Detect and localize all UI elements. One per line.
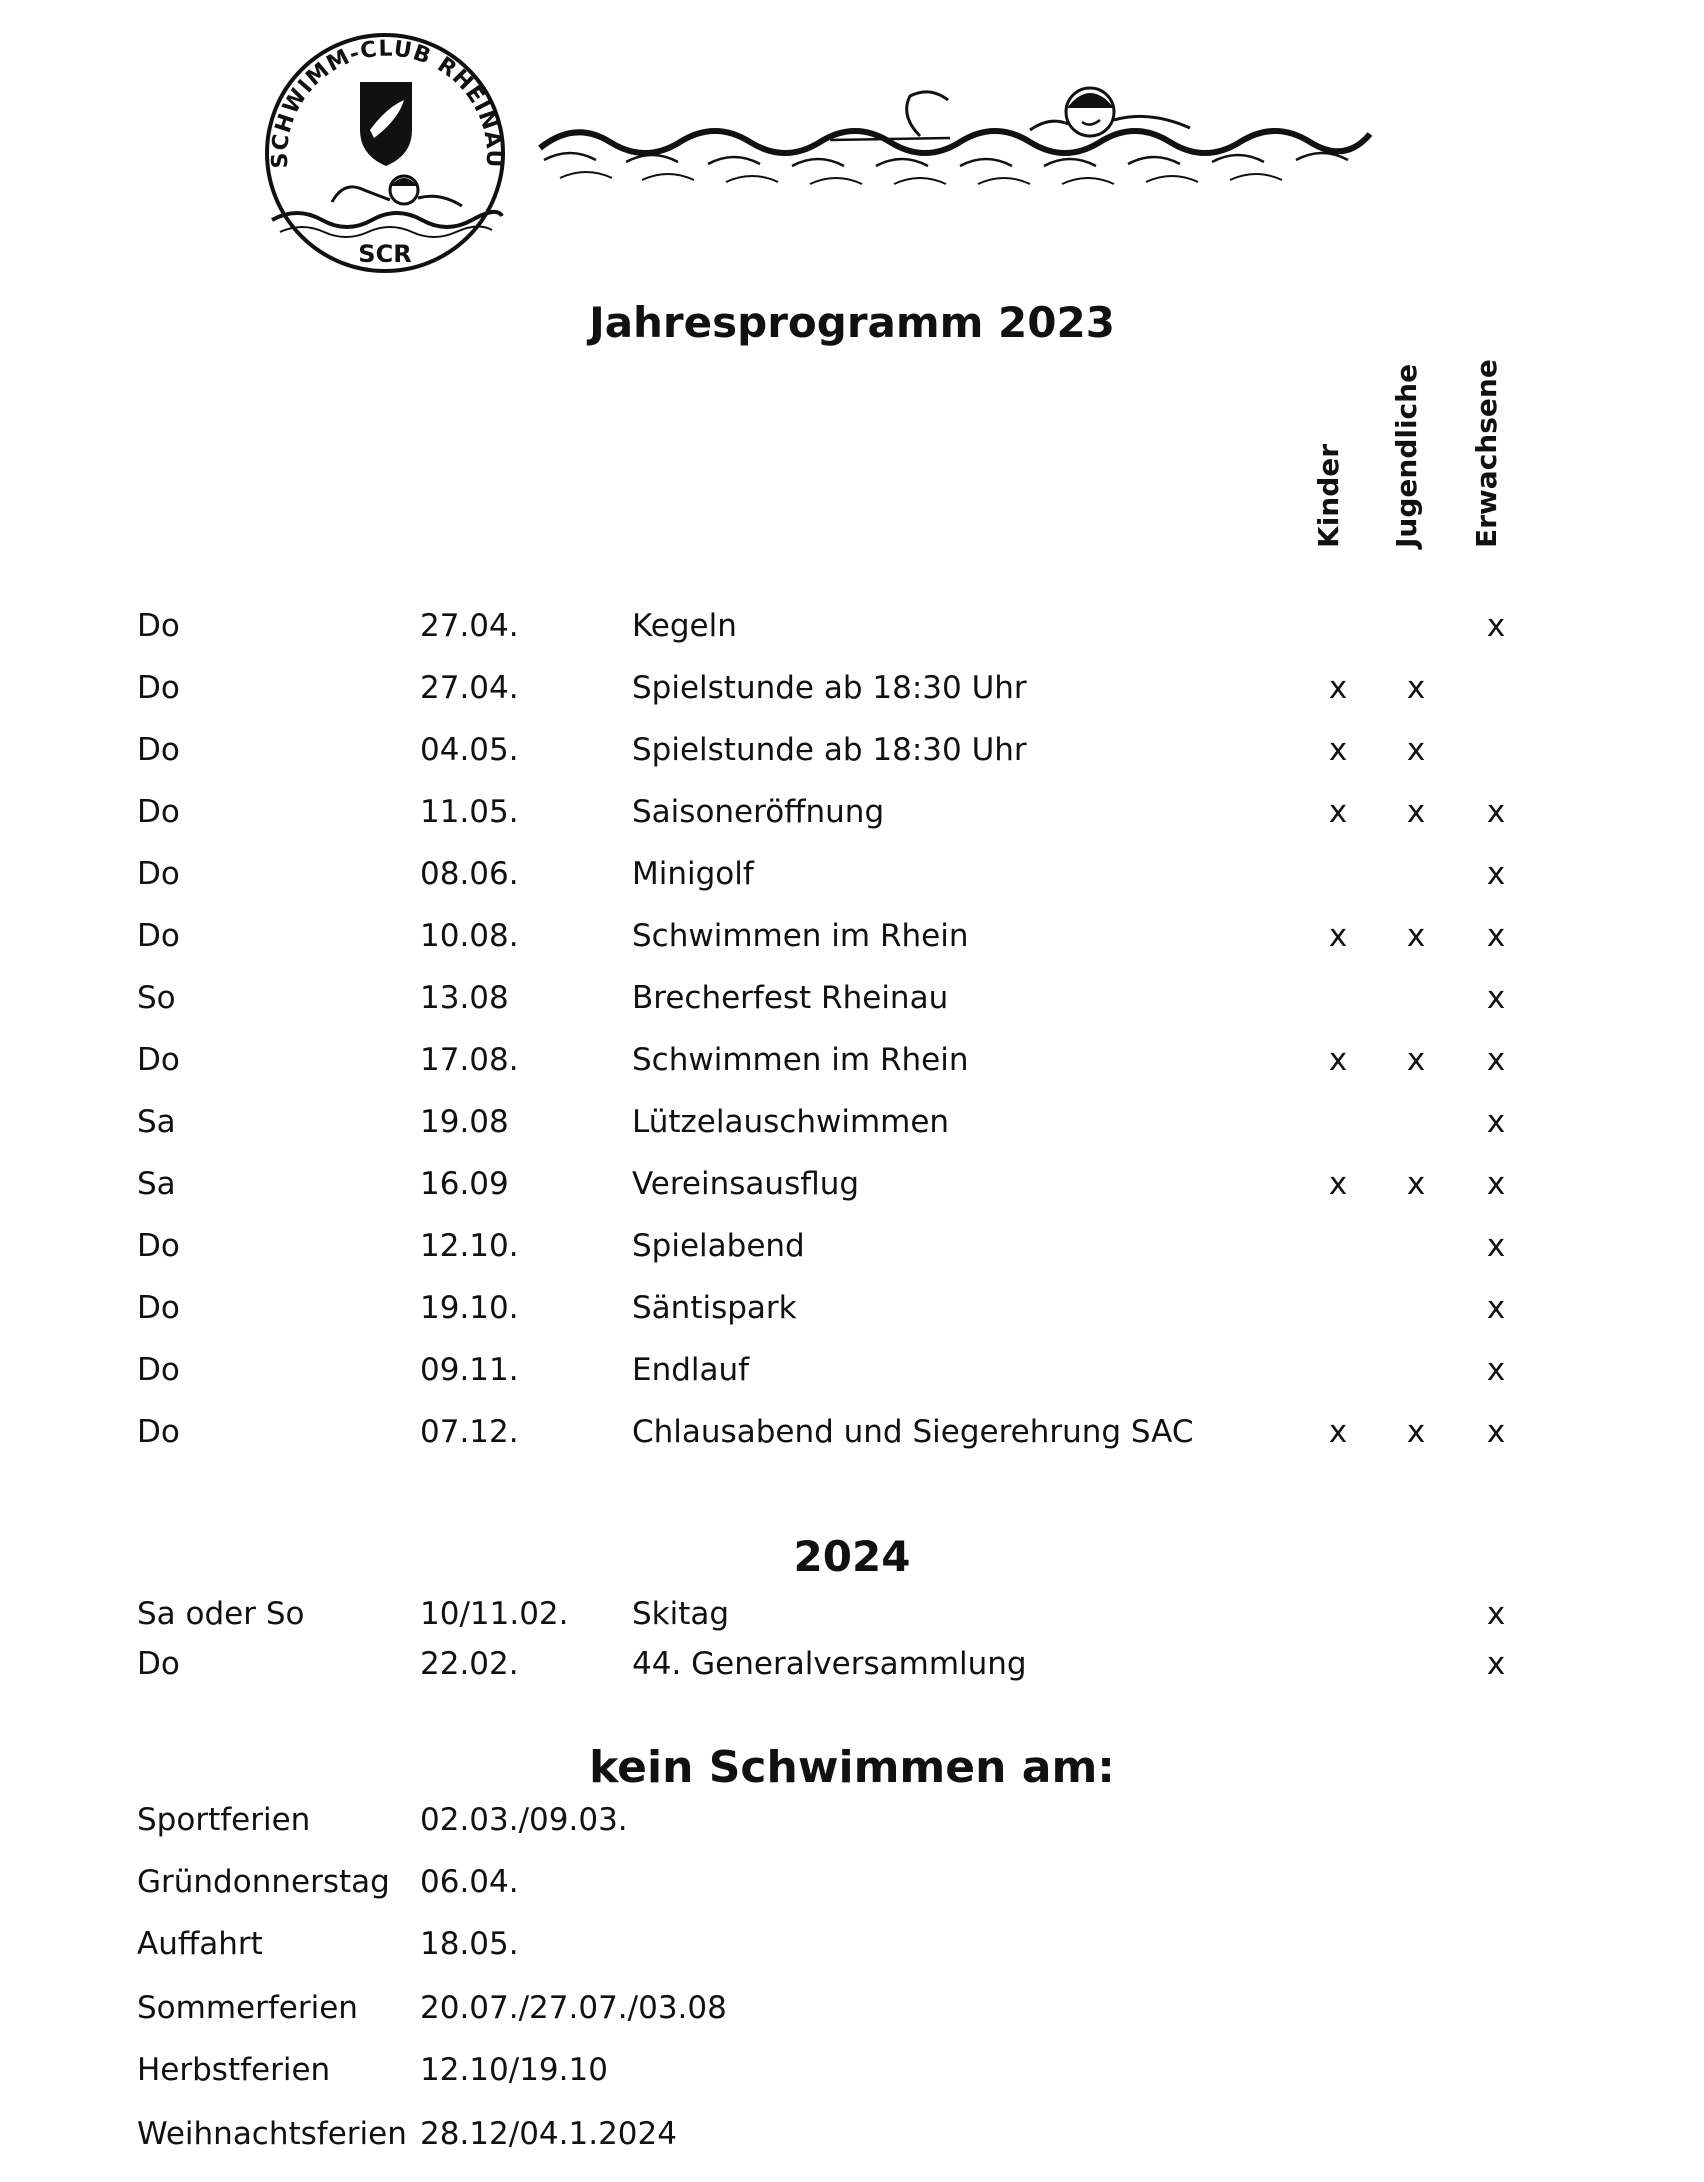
event-date: 12.10. (420, 1228, 519, 1264)
mark-kinder: x (1328, 1166, 1348, 1202)
page-title: Jahresprogramm 2023 (589, 298, 1115, 347)
event-row (0, 856, 1704, 896)
event-day: Sa oder So (137, 1596, 305, 1632)
event-name: Spielabend (632, 1228, 805, 1264)
no-swim-dates: 28.12/04.1.2024 (420, 2116, 677, 2152)
svg-text:SCHWIMM-CLUB RHEINAU: SCHWIMM-CLUB RHEINAU (267, 36, 507, 169)
event-date: 08.06. (420, 856, 519, 892)
event-date: 19.10. (420, 1290, 519, 1326)
event-day: Do (137, 794, 180, 830)
event-date: 11.05. (420, 794, 519, 830)
no-swim-dates: 02.03./09.03. (420, 1802, 628, 1838)
event-date: 22.02. (420, 1646, 519, 1682)
no-swim-label: Auffahrt (137, 1926, 263, 1962)
mark-kinder: x (1328, 918, 1348, 954)
no-swim-label: Sommerferien (137, 1990, 358, 2026)
event-row (0, 1414, 1704, 1454)
mark-erwachsene: x (1486, 1290, 1506, 1326)
event-day: Do (137, 608, 180, 644)
event-date: 16.09 (420, 1166, 509, 1202)
no-swim-dates: 18.05. (420, 1926, 519, 1962)
no-swim-dates: 06.04. (420, 1864, 519, 1900)
mark-erwachsene: x (1486, 1042, 1506, 1078)
no-swim-label: Sportferien (137, 1802, 311, 1838)
no-swim-row (0, 1802, 1704, 1842)
event-day: Do (137, 1414, 180, 1450)
event-name: Spielstunde ab 18:30 Uhr (632, 670, 1027, 706)
event-name: Endlauf (632, 1352, 750, 1388)
event-date: 10.08. (420, 918, 519, 954)
club-logo (252, 30, 518, 276)
event-row (0, 980, 1704, 1020)
no-swim-row (0, 2116, 1704, 2156)
mark-jugendliche: x (1406, 1166, 1426, 1202)
event-row (0, 732, 1704, 772)
event-name: Skitag (632, 1596, 730, 1632)
mark-kinder: x (1328, 1414, 1348, 1450)
event-day: Do (137, 1042, 180, 1078)
event-row (0, 1596, 1704, 1636)
event-date: 19.08 (420, 1104, 509, 1140)
event-date: 09.11. (420, 1352, 519, 1388)
event-day: Do (137, 732, 180, 768)
mark-kinder: x (1328, 670, 1348, 706)
no-swim-label: Herbstferien (137, 2052, 331, 2088)
event-name: Chlausabend und Siegerehrung SAC (632, 1414, 1194, 1450)
event-name: Kegeln (632, 608, 737, 644)
no-swim-label: Weihnachtsferien (137, 2116, 407, 2152)
event-name: Minigolf (632, 856, 754, 892)
event-day: Do (137, 1646, 180, 1682)
mark-erwachsene: x (1486, 1104, 1506, 1140)
event-name: Schwimmen im Rhein (632, 1042, 969, 1078)
mark-erwachsene: x (1486, 1646, 1506, 1682)
mark-erwachsene: x (1486, 608, 1506, 644)
mark-jugendliche: x (1406, 1414, 1426, 1450)
event-day: Do (137, 1228, 180, 1264)
section-title-no-swim: kein Schwimmen am: (589, 1742, 1115, 1793)
event-name: Spielstunde ab 18:30 Uhr (632, 732, 1027, 768)
svg-text:SCR: SCR (358, 240, 412, 268)
event-date: 07.12. (420, 1414, 519, 1450)
event-day: Do (137, 1290, 180, 1326)
event-row (0, 794, 1704, 834)
no-swim-row (0, 1990, 1704, 2030)
event-name: 44. Generalversammlung (632, 1646, 1027, 1682)
mark-erwachsene: x (1486, 1596, 1506, 1632)
mark-erwachsene: x (1486, 794, 1506, 830)
section-title-2024: 2024 (793, 1532, 911, 1581)
event-name: Lützelauschwimmen (632, 1104, 950, 1140)
event-row (0, 1166, 1704, 1206)
mark-erwachsene: x (1486, 918, 1506, 954)
event-row (0, 1352, 1704, 1392)
column-header-kinder: Kinder (1312, 443, 1345, 548)
event-name: Vereinsausflug (632, 1166, 860, 1202)
event-day: Do (137, 918, 180, 954)
event-date: 27.04. (420, 670, 519, 706)
event-day: Do (137, 670, 180, 706)
mark-erwachsene: x (1486, 1228, 1506, 1264)
event-date: 04.05. (420, 732, 519, 768)
mark-kinder: x (1328, 1042, 1348, 1078)
no-swim-row (0, 2052, 1704, 2092)
no-swim-dates: 20.07./27.07./03.08 (420, 1990, 727, 2026)
event-day: Do (137, 856, 180, 892)
mark-jugendliche: x (1406, 1042, 1426, 1078)
event-name: Brecherfest Rheinau (632, 980, 949, 1016)
event-row (0, 1646, 1704, 1686)
event-name: Säntispark (632, 1290, 797, 1326)
swimmer-waves-illustration (530, 80, 1378, 200)
mark-kinder: x (1328, 732, 1348, 768)
mark-erwachsene: x (1486, 1414, 1506, 1450)
column-header-jugendliche: Jugendliche (1390, 363, 1423, 548)
event-date: 17.08. (420, 1042, 519, 1078)
mark-erwachsene: x (1486, 1352, 1506, 1388)
event-row (0, 1228, 1704, 1268)
event-row (0, 608, 1704, 648)
mark-erwachsene: x (1486, 1166, 1506, 1202)
event-name: Schwimmen im Rhein (632, 918, 969, 954)
mark-jugendliche: x (1406, 794, 1426, 830)
mark-erwachsene: x (1486, 980, 1506, 1016)
no-swim-dates: 12.10/19.10 (420, 2052, 608, 2088)
no-swim-row (0, 1926, 1704, 1966)
event-row (0, 918, 1704, 958)
mark-jugendliche: x (1406, 670, 1426, 706)
event-name: Saisoneröffnung (632, 794, 885, 830)
event-row (0, 1290, 1704, 1330)
no-swim-label: Gründonnerstag (137, 1864, 390, 1900)
event-date: 27.04. (420, 608, 519, 644)
mark-jugendliche: x (1406, 732, 1426, 768)
event-date: 13.08 (420, 980, 509, 1016)
no-swim-row (0, 1864, 1704, 1904)
mark-kinder: x (1328, 794, 1348, 830)
event-row (0, 670, 1704, 710)
event-day: Sa (137, 1104, 176, 1140)
event-day: Sa (137, 1166, 176, 1202)
event-day: Do (137, 1352, 180, 1388)
mark-jugendliche: x (1406, 918, 1426, 954)
event-day: So (137, 980, 176, 1016)
column-header-erwachsene: Erwachsene (1470, 359, 1503, 548)
event-row (0, 1104, 1704, 1144)
event-date: 10/11.02. (420, 1596, 569, 1632)
event-row (0, 1042, 1704, 1082)
mark-erwachsene: x (1486, 856, 1506, 892)
